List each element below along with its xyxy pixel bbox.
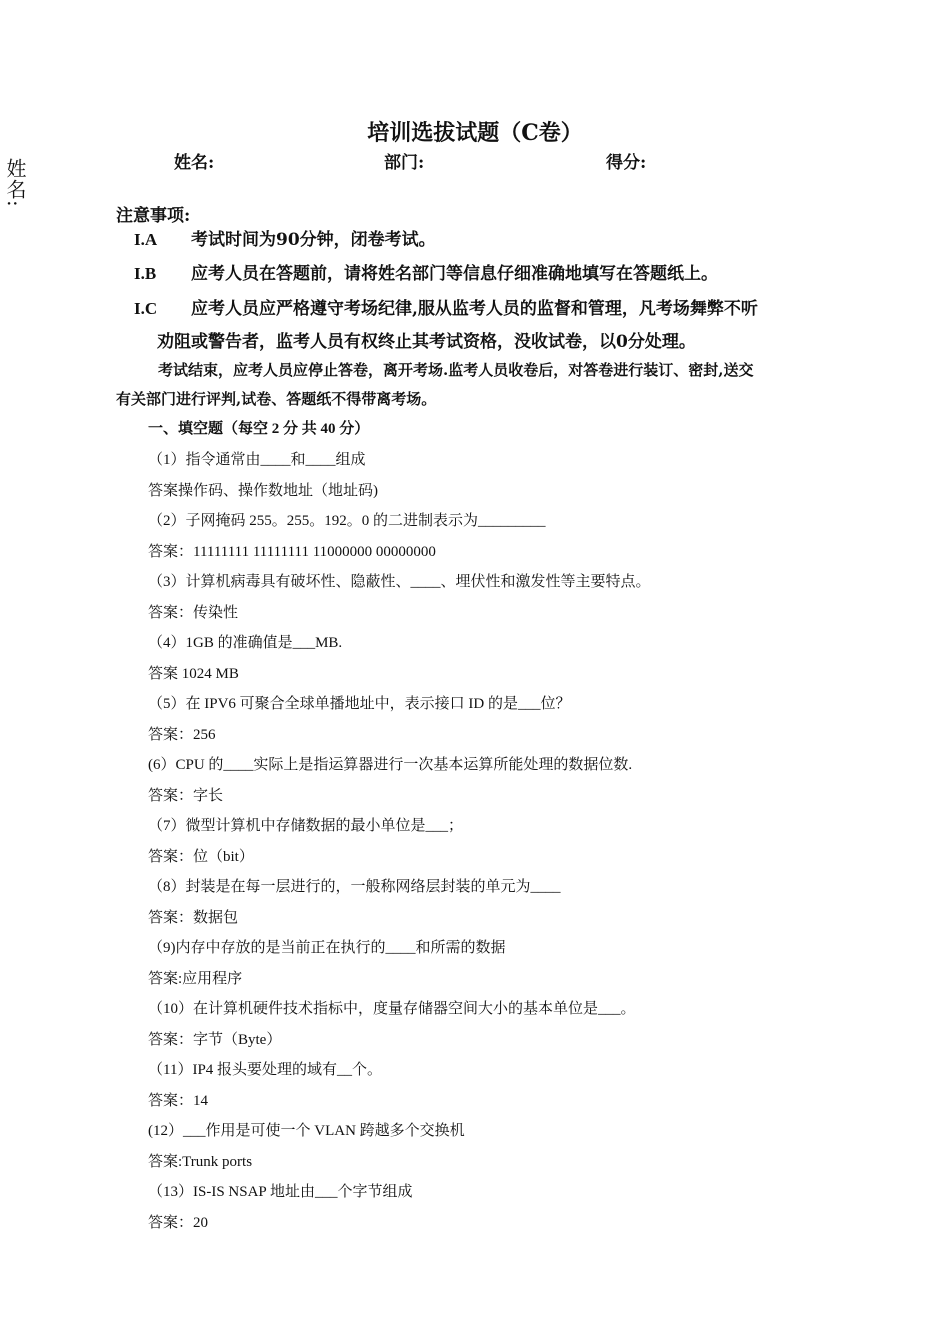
answer-line: 答案 1024 MB bbox=[148, 665, 239, 682]
score-field-label: 得分: bbox=[606, 153, 647, 173]
notice-paragraph-line-1: 考试结束，应考人员应停止答卷，离开考场.监考人员收卷后，对答卷进行装订、密封,送交 bbox=[158, 361, 754, 379]
notice-title: 注意事项: bbox=[116, 206, 191, 226]
rule-text: 考试时间为90分钟，闭卷考试。 bbox=[191, 230, 436, 250]
page-title: 培训选拔试题（C卷） bbox=[367, 120, 583, 146]
rule-text: 应考人员在答题前，请将姓名部门等信息仔细准确地填写在答题纸上。 bbox=[191, 264, 718, 284]
rule-c-continued: 劝阻或警告者，监考人员有权终止其考试资格，没收试卷，以0分处理。 bbox=[157, 332, 696, 352]
answer-line: 答案：传染性 bbox=[148, 604, 239, 621]
answer-line: 答案：14 bbox=[148, 1092, 209, 1109]
answer-line: 答案:Trunk ports bbox=[148, 1153, 253, 1170]
question-line: （2）子网掩码 255。255。192。0 的二进制表示为_________ bbox=[148, 513, 546, 529]
answer-line: 答案操作码、操作数地址（地址码) bbox=[148, 482, 378, 499]
answer-line: 答案：256 bbox=[148, 726, 216, 743]
rule-text: 应考人员应严格遵守考场纪律,服从监考人员的监督和管理，凡考场舞弊不听 bbox=[191, 299, 758, 319]
question-line: (6）CPU 的____实际上是指运算器进行一次基本运算所能处理的数据位数. bbox=[148, 757, 633, 773]
section-title: 一、填空题（每空 2 分 共 40 分） bbox=[148, 421, 370, 437]
question-line: （4）1GB 的准确值是___MB. bbox=[148, 635, 343, 651]
dept-field-label: 部门: bbox=[384, 153, 425, 173]
question-line: （9)内存中存放的是当前正在执行的____和所需的数据 bbox=[148, 940, 506, 956]
question-line: （10）在计算机硬件技术指标中，度量存储器空间大小的基本单位是___。 bbox=[148, 1001, 636, 1017]
question-line: （3）计算机病毒具有破坏性、隐蔽性、____、埋伏性和激发性等主要特点。 bbox=[148, 574, 651, 590]
notice-paragraph-line-2: 有关部门进行评判,试卷、答题纸不得带离考场。 bbox=[116, 390, 437, 408]
question-line: （11）IP4 报头要处理的域有__个。 bbox=[148, 1062, 383, 1078]
answer-line: 答案：20 bbox=[148, 1214, 209, 1231]
rule-b bbox=[134, 259, 718, 284]
rule-a bbox=[134, 225, 436, 250]
name-field-label: 姓名: bbox=[174, 153, 215, 173]
question-line: （1）指令通常由____和____组成 bbox=[148, 452, 366, 468]
answer-line: 答案：字长 bbox=[148, 787, 224, 804]
rule-code: I.C bbox=[134, 299, 158, 318]
question-line: （5）在 IPV6 可聚合全球单播地址中，表示接口 ID 的是___位？ bbox=[148, 696, 571, 712]
question-line: （8）封装是在每一层进行的，一般称网络层封装的单元为____ bbox=[148, 879, 561, 895]
answer-line: 答案：位（bit） bbox=[148, 848, 254, 865]
question-line: （7）微型计算机中存储数据的最小单位是___； bbox=[148, 818, 464, 834]
question-line: （13）IS-IS NSAP 地址由___个字节组成 bbox=[148, 1184, 413, 1200]
rule-code: I.A bbox=[134, 230, 158, 249]
answer-line: 答案:应用程序 bbox=[148, 970, 243, 987]
rule-c bbox=[134, 294, 758, 319]
answer-line: 答案：数据包 bbox=[148, 909, 239, 926]
side-name-label: 姓名: bbox=[3, 158, 27, 208]
answer-line: 答案：字节（Byte） bbox=[148, 1031, 282, 1048]
question-line: (12）___作用是可使一个 VLAN 跨越多个交换机 bbox=[148, 1123, 465, 1139]
rule-code: I.B bbox=[134, 264, 157, 283]
answer-line: 答案：11111111 11111111 11000000 00000000 bbox=[148, 543, 436, 560]
